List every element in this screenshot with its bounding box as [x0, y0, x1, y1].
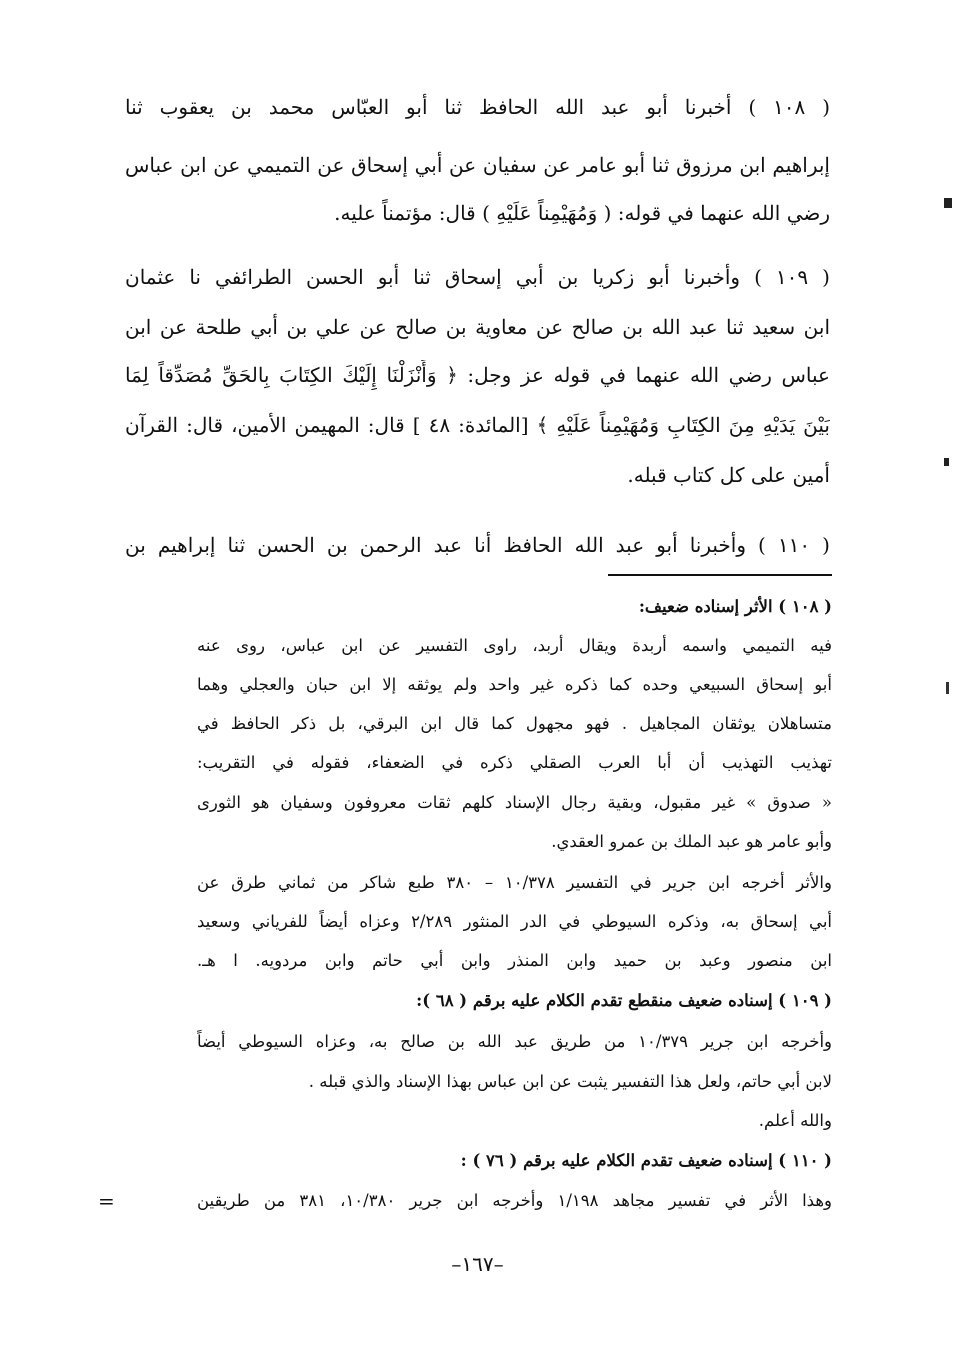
footnote-109-line-2: لابن أبي حاتم، ولعل هذا التفسير يثبت عن ابن عباس بهذا الإسناد والذي قبله .: [308, 1072, 832, 1091]
footnote-110-line-1: وهذا الأثر في تفسير مجاهد ١/١٩٨ وأخرجه ابن جرير ١٠/٣٨٠، ٣٨١ من طريقين: [197, 1191, 832, 1210]
footnote-109-line-1: وأخرجه ابن جرير ١٠/٣٧٩ من طريق عبد الله بن صالح به، وعزاه السيوطي أيضاً: [197, 1032, 832, 1051]
page-number: –١٦٧–: [451, 1252, 504, 1276]
footnote-108-line-6: وأبو عامر هو عبد الملك بن عمرو العقدي.: [551, 832, 832, 851]
main-line-3: رضي الله عنهما في قوله: ( وَمُهَيْمِناً عَلَيْهِ ) قال: مؤتمناً عليه.: [334, 201, 830, 225]
footnote-108-line-4: تهذيب التهذيب أن أبا العرب الصقلي ذكره في الضعفاء، فقوله في التقريب:: [197, 753, 832, 772]
main-line-9: ( ١١٠ ) وأخبرنا أبو عبد الله الحافظ أنا عبد الرحمن بن الحسن ثنا إبراهيم بن: [125, 533, 830, 557]
scan-mark: [946, 682, 949, 694]
footnote-110-heading: ( ١١٠ ) إسناده ضعيف تقدم الكلام عليه برقم ( ٧٦ ) :: [460, 1151, 832, 1170]
footnote-108-line-1: فيه التميمي واسمه أربدة ويقال أربد، راوى التفسير عن ابن عباس، روى عنه: [197, 636, 832, 655]
footnote-108-line-9: ابن منصور وعبد بن حميد وابن المنذر وابن أبي حاتم وابن مردويه. ا هـ.: [197, 951, 832, 970]
scan-mark: [944, 198, 952, 208]
footnote-108-heading: ( ١٠٨ ) الأثر إسناده ضعيف:: [638, 597, 832, 616]
footnote-108-line-8: أبي إسحاق به، وذكره السيوطي في الدر المنثور ٢/٢٨٩ وعزاه أيضاً للفرياني وسعيد: [197, 912, 832, 931]
main-line-1: ( ١٠٨ ) أخبرنا أبو عبد الله الحافظ ثنا أبو العبّاس محمد بن يعقوب ثنا: [125, 95, 830, 119]
main-line-8: أمين على كل كتاب قبله.: [627, 463, 830, 487]
main-line-2: إبراهيم ابن مرزوق ثنا أبو عامر عن سفيان عن أبي إسحاق عن التميمي عن ابن عباس: [125, 153, 830, 177]
continuation-mark: =: [98, 1189, 115, 1213]
main-line-6: عباس رضي الله عنهما في قوله عز وجل: ﴿ وَأَنْزَلْنَا إِلَيْكَ الكِتَابَ بِالحَقِّ مُصَدِّقاً لِمَا: [125, 363, 830, 387]
main-line-7: بَيْنَ يَدَيْهِ مِنَ الكِتَابِ وَمُهَيْمِناً عَلَيْهِ ﴾ [المائدة: ٤٨ ] قال: المهيمن الأمين، قال: القرآن: [125, 413, 830, 437]
main-line-4: ( ١٠٩ ) وأخبرنا أبو زكريا بن أبي إسحاق ثنا أبو الحسن الطرائفي نا عثمان: [125, 265, 830, 289]
footnote-separator: [608, 574, 832, 576]
footnote-108-line-5: « صدوق » غير مقبول، وبقية رجال الإسناد كلهم ثقات معروفون وسفيان هو الثورى: [197, 793, 832, 812]
footnote-108-line-2: أبو إسحاق السبيعي وحده كما ذكره غير واحد ولم يوثقه إلا ابن حبان والعجلي وهما: [197, 675, 832, 694]
footnote-109-heading: ( ١٠٩ ) إسناده ضعيف منقطع تقدم الكلام عليه برقم ( ٦٨ ):: [416, 991, 832, 1010]
scan-mark: [944, 458, 949, 466]
footnote-108-line-3: متساهلان يوثقان المجاهيل . فهو مجهول كما قال ابن البرقي، بل ذكر الحافظ في: [197, 714, 832, 733]
footnote-109-line-3: والله أعلم.: [758, 1111, 832, 1130]
footnote-108-line-7: والأثر أخرجه ابن جرير في التفسير ١٠/٣٧٨ – ٣٨٠ طبع شاكر من ثماني طرق عن: [197, 873, 832, 892]
main-line-5: ابن سعيد ثنا عبد الله بن صالح عن معاوية بن صالح عن علي بن أبي طلحة عن ابن: [125, 315, 830, 339]
